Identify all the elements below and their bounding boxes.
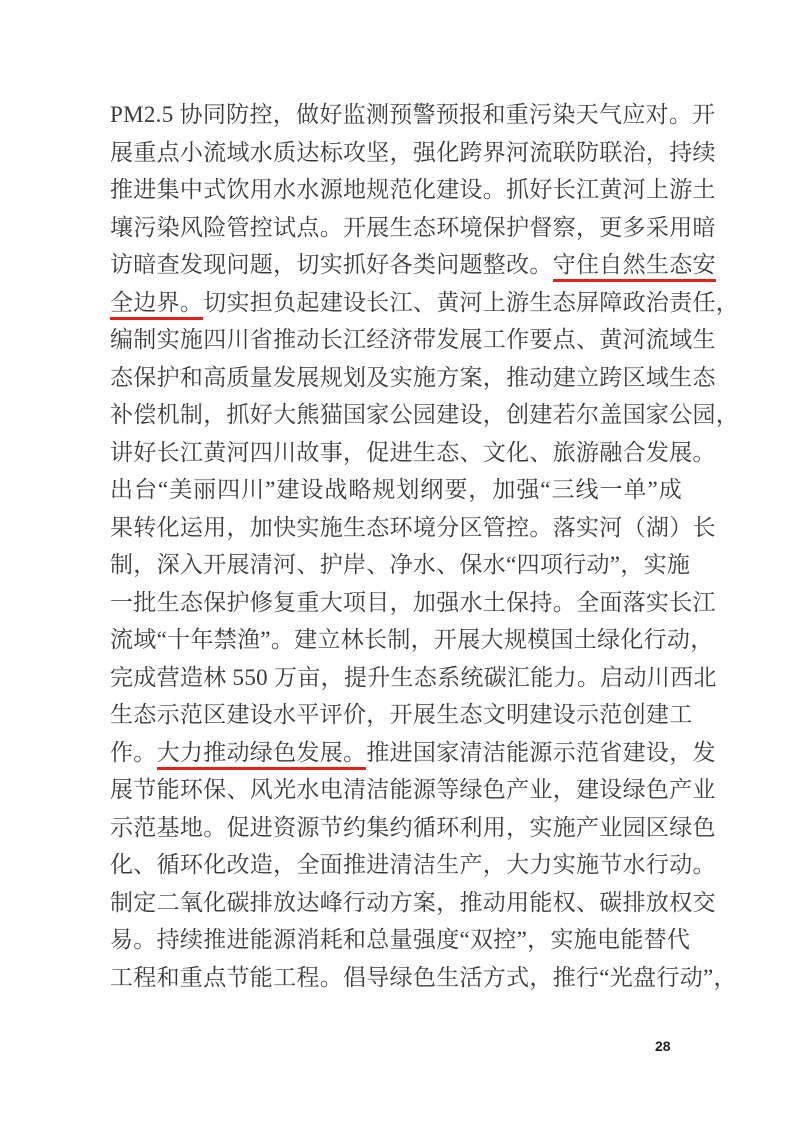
text-line bbox=[110, 471, 682, 509]
text-segment: 完成营造林 550 万亩，提升生态系统碳汇能力。启动川西北 bbox=[110, 664, 717, 690]
text-line bbox=[110, 771, 716, 809]
text-segment: 流域“十年禁渔”。建立林长制，开展大规模国土绿化行动， bbox=[110, 627, 714, 652]
underlined-phrase: 守住自然生态安 bbox=[553, 252, 716, 282]
text-line bbox=[110, 696, 693, 734]
text-segment: 果转化运用，加快实施生态环境分区管控。落实河（湖）长 bbox=[110, 514, 716, 540]
text-segment: 推进集中式饮用水水源地规范化建设。抓好长江黄河上游土 bbox=[110, 177, 716, 202]
text-line bbox=[110, 134, 716, 172]
text-segment: 示范基地。促进资源节约集约循环利用，实施产业园区绿色 bbox=[110, 814, 716, 840]
text-line bbox=[110, 96, 716, 134]
text-line bbox=[110, 171, 716, 209]
text-line bbox=[110, 434, 716, 472]
text-segment: 作。 bbox=[110, 739, 157, 765]
text-segment: 一批生态保护修复重大项目，加强水土保持。全面落实长江 bbox=[110, 589, 716, 615]
text-segment: 展节能环保、风光水电清洁能源等绿色产业，建设绿色产业 bbox=[110, 777, 716, 802]
text-line bbox=[110, 884, 716, 922]
text-segment: 制，深入开展清河、护岸、净水、保水“四项行动”，实施 bbox=[110, 552, 691, 577]
text-segment: 展重点小流域水质达标攻坚，强化跨界河流联防联治，持续 bbox=[110, 139, 716, 165]
text-segment: 推进国家清洁能源示范省建设，发 bbox=[366, 739, 716, 765]
text-segment: 讲好长江黄河四川故事，促进生态、文化、旅游融合发展。 bbox=[110, 439, 716, 465]
text-line bbox=[110, 546, 691, 584]
text-segment: 制定二氧化碳排放达峰行动方案，推动用能权、碳排放权交 bbox=[110, 889, 716, 915]
text-segment: 壤污染风险管控试点。开展生态环境保护督察，更多采用暗 bbox=[110, 214, 716, 240]
text-segment: 态保护和高质量发展规划及实施方案，推动建立跨区域生态 bbox=[110, 364, 716, 390]
text-segment: 化、循环化改造，全面推进清洁生产，大力实施节水行动。 bbox=[110, 852, 716, 877]
text-line bbox=[110, 209, 716, 247]
text-segment: PM2.5 协同防控，做好监测预警预报和重污染天气应对。开 bbox=[110, 102, 716, 127]
text-segment: 易。持续推进能源消耗和总量强度“双控”，实施电能替代 bbox=[110, 927, 691, 952]
text-segment: 访暗查发现问题，切实抓好各类问题整改。 bbox=[110, 252, 553, 277]
text-segment: 生态示范区建设水平评价，开展生态文明建设示范创建工 bbox=[110, 702, 693, 727]
text-line bbox=[110, 359, 716, 397]
text-segment: 工程和重点节能工程。倡导绿色生活方式，推行“光盘行动”， bbox=[110, 964, 737, 990]
text-line bbox=[110, 509, 716, 547]
text-line bbox=[110, 959, 737, 997]
underlined-phrase: 全边界。 bbox=[110, 290, 203, 320]
text-line bbox=[110, 584, 716, 622]
underlined-phrase: 大力推动绿色发展。 bbox=[157, 740, 367, 770]
text-segment: 出台“美丽四川”建设战略规划纲要，加强“三线一单”成 bbox=[110, 477, 682, 502]
text-line bbox=[110, 846, 716, 884]
text-segment: 切实担负起建设长江、黄河上游生态屏障政治责任， bbox=[203, 289, 740, 315]
text-segment: 补偿机制，抓好大熊猫国家公园建设，创建若尔盖国家公园， bbox=[110, 402, 740, 427]
text-line bbox=[110, 809, 716, 847]
text-line bbox=[110, 321, 716, 359]
text-segment: 编制实施四川省推动长江经济带发展工作要点、黄河流域生 bbox=[110, 327, 716, 352]
text-line bbox=[110, 659, 717, 697]
text-line bbox=[110, 734, 716, 772]
body-text bbox=[110, 96, 740, 996]
page-number: 28 bbox=[655, 1038, 671, 1054]
text-line bbox=[110, 921, 691, 959]
text-line bbox=[110, 246, 716, 284]
text-line bbox=[110, 396, 740, 434]
text-line bbox=[110, 284, 740, 322]
text-line bbox=[110, 621, 714, 659]
